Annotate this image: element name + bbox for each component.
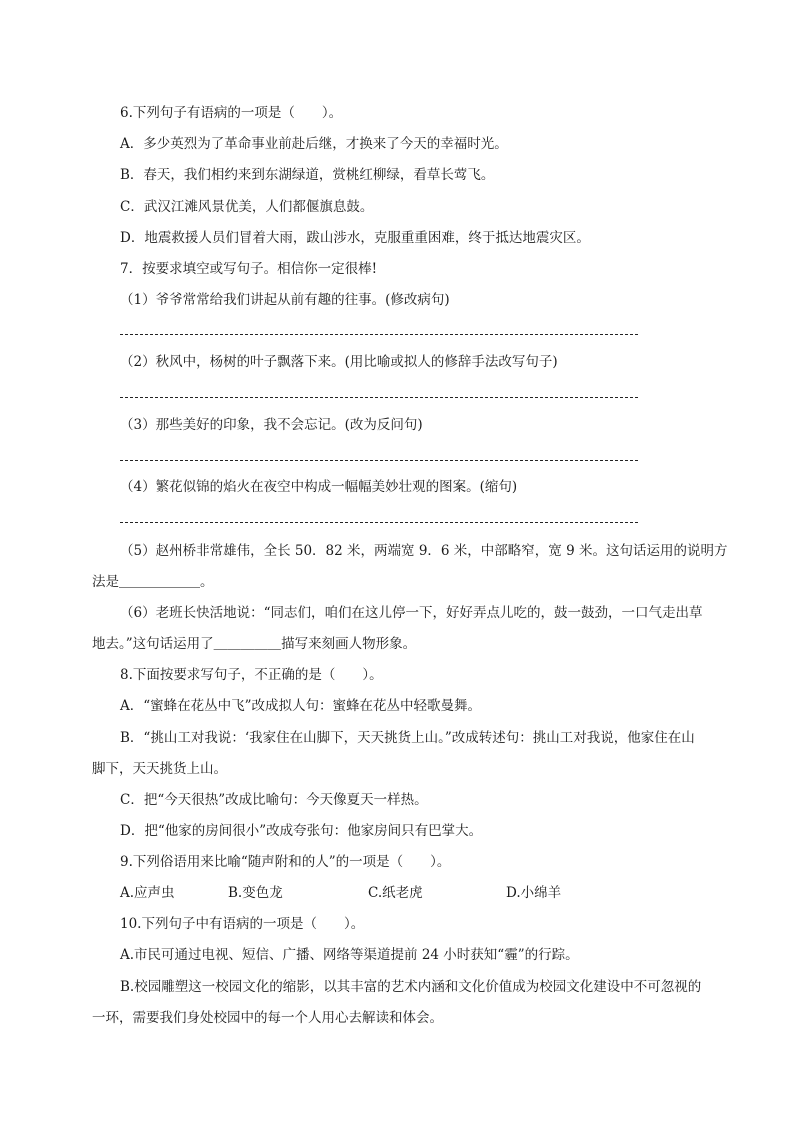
q6-option-c: C．武汉江滩风景优美，人们都偃旗息鼓。 xyxy=(120,199,374,215)
q9-option-b: B.变色龙 xyxy=(228,885,283,901)
q8-stem: 8.下面按要求写句子，不正确的是（ ）。 xyxy=(120,667,383,683)
q9-option-c: C.纸老虎 xyxy=(368,885,423,901)
answer-line-1[interactable] xyxy=(120,334,638,335)
q8-option-a: A．“蜜蜂在花丛中飞”改成拟人句：蜜蜂在花丛中轻歌曼舞。 xyxy=(120,698,482,714)
answer-line-3[interactable] xyxy=(120,460,638,461)
q8-option-c: C．把“今天很热”改成比喻句：今天像夏天一样热。 xyxy=(120,792,428,808)
q6-stem: 6.下列句子有语病的一项是（ ）。 xyxy=(120,105,343,121)
q7-item-1: （1）爷爷常常给我们讲起从前有趣的往事。(修改病句) xyxy=(120,292,450,308)
q7-stem: 7．按要求填空或写句子。相信你一定很棒! xyxy=(120,261,378,277)
q7-item-6-line2: 地去。”这句话运用了＿＿＿＿＿描写来刻画人物形象。 xyxy=(92,636,417,652)
q7-item-5-line2: 法是＿＿＿＿＿＿。 xyxy=(92,574,214,590)
q10-option-a: A.市民可通过电视、短信、广播、网络等渠道提前 24 小时获知“霾”的行踪。 xyxy=(120,947,579,963)
answer-line-2[interactable] xyxy=(120,397,638,398)
q10-option-b-line2: 一环，需要我们身处校园中的每一个人用心去解读和体会。 xyxy=(92,1010,443,1026)
q7-item-2: （2）秋风中，杨树的叶子飘落下来。(用比喻或拟人的修辞手法改写句子) xyxy=(120,354,558,370)
q9-stem: 9.下列俗语用来比喻“随声附和的人”的一项是（ ）。 xyxy=(120,854,451,870)
q7-item-6-line1: （6）老班长快活地说：“同志们，咱们在这儿停一下，好好弄点儿吃的，鼓一鼓劲，一口气走出草 xyxy=(120,605,703,621)
q10-option-b-line1: B.校园雕塑这一校园文化的缩影，以其丰富的艺术内涵和文化价值成为校园文化建设中不可忽视的 xyxy=(120,979,702,995)
q8-option-b-line1: B．“挑山工对我说：‘我家住在山脚下，天天挑货上山。”改成转述句：挑山工对我说，他家住在山 xyxy=(120,730,695,746)
q7-item-3: （3）那些美好的印象，我不会忘记。(改为反问句) xyxy=(120,417,423,433)
q7-item-5-line1: （5）赵州桥非常雄伟，全长 50．82 米，两端宽 9．6 米，中部略窄，宽 9 米。这句话运用的说明方 xyxy=(120,543,728,559)
q6-option-a: A．多少英烈为了革命事业前赴后继，才换来了今天的幸福时光。 xyxy=(120,136,508,152)
answer-line-4[interactable] xyxy=(120,522,638,523)
q6-option-b: B．春天，我们相约来到东湖绿道，赏桃红柳绿，看草长莺飞。 xyxy=(120,167,495,183)
q9-options xyxy=(120,883,680,903)
q8-option-d: D．把“他家的房间很小”改成夸张句：他家房间只有巴掌大。 xyxy=(120,823,483,839)
q6-option-d: D．地震救援人员们冒着大雨，跋山涉水，克服重重困难，终于抵达地震灾区。 xyxy=(120,230,590,246)
q8-option-b-line2: 脚下，天天挑货上山。 xyxy=(92,761,227,777)
q9-option-d: D.小绵羊 xyxy=(506,885,562,901)
q10-stem: 10.下列句子中有语病的一项是（ ）。 xyxy=(120,916,365,932)
q7-item-4: （4）繁花似锦的焰火在夜空中构成一幅幅美妙壮观的图案。(缩句) xyxy=(120,479,518,495)
q9-option-a: A.应声虫 xyxy=(120,885,175,901)
